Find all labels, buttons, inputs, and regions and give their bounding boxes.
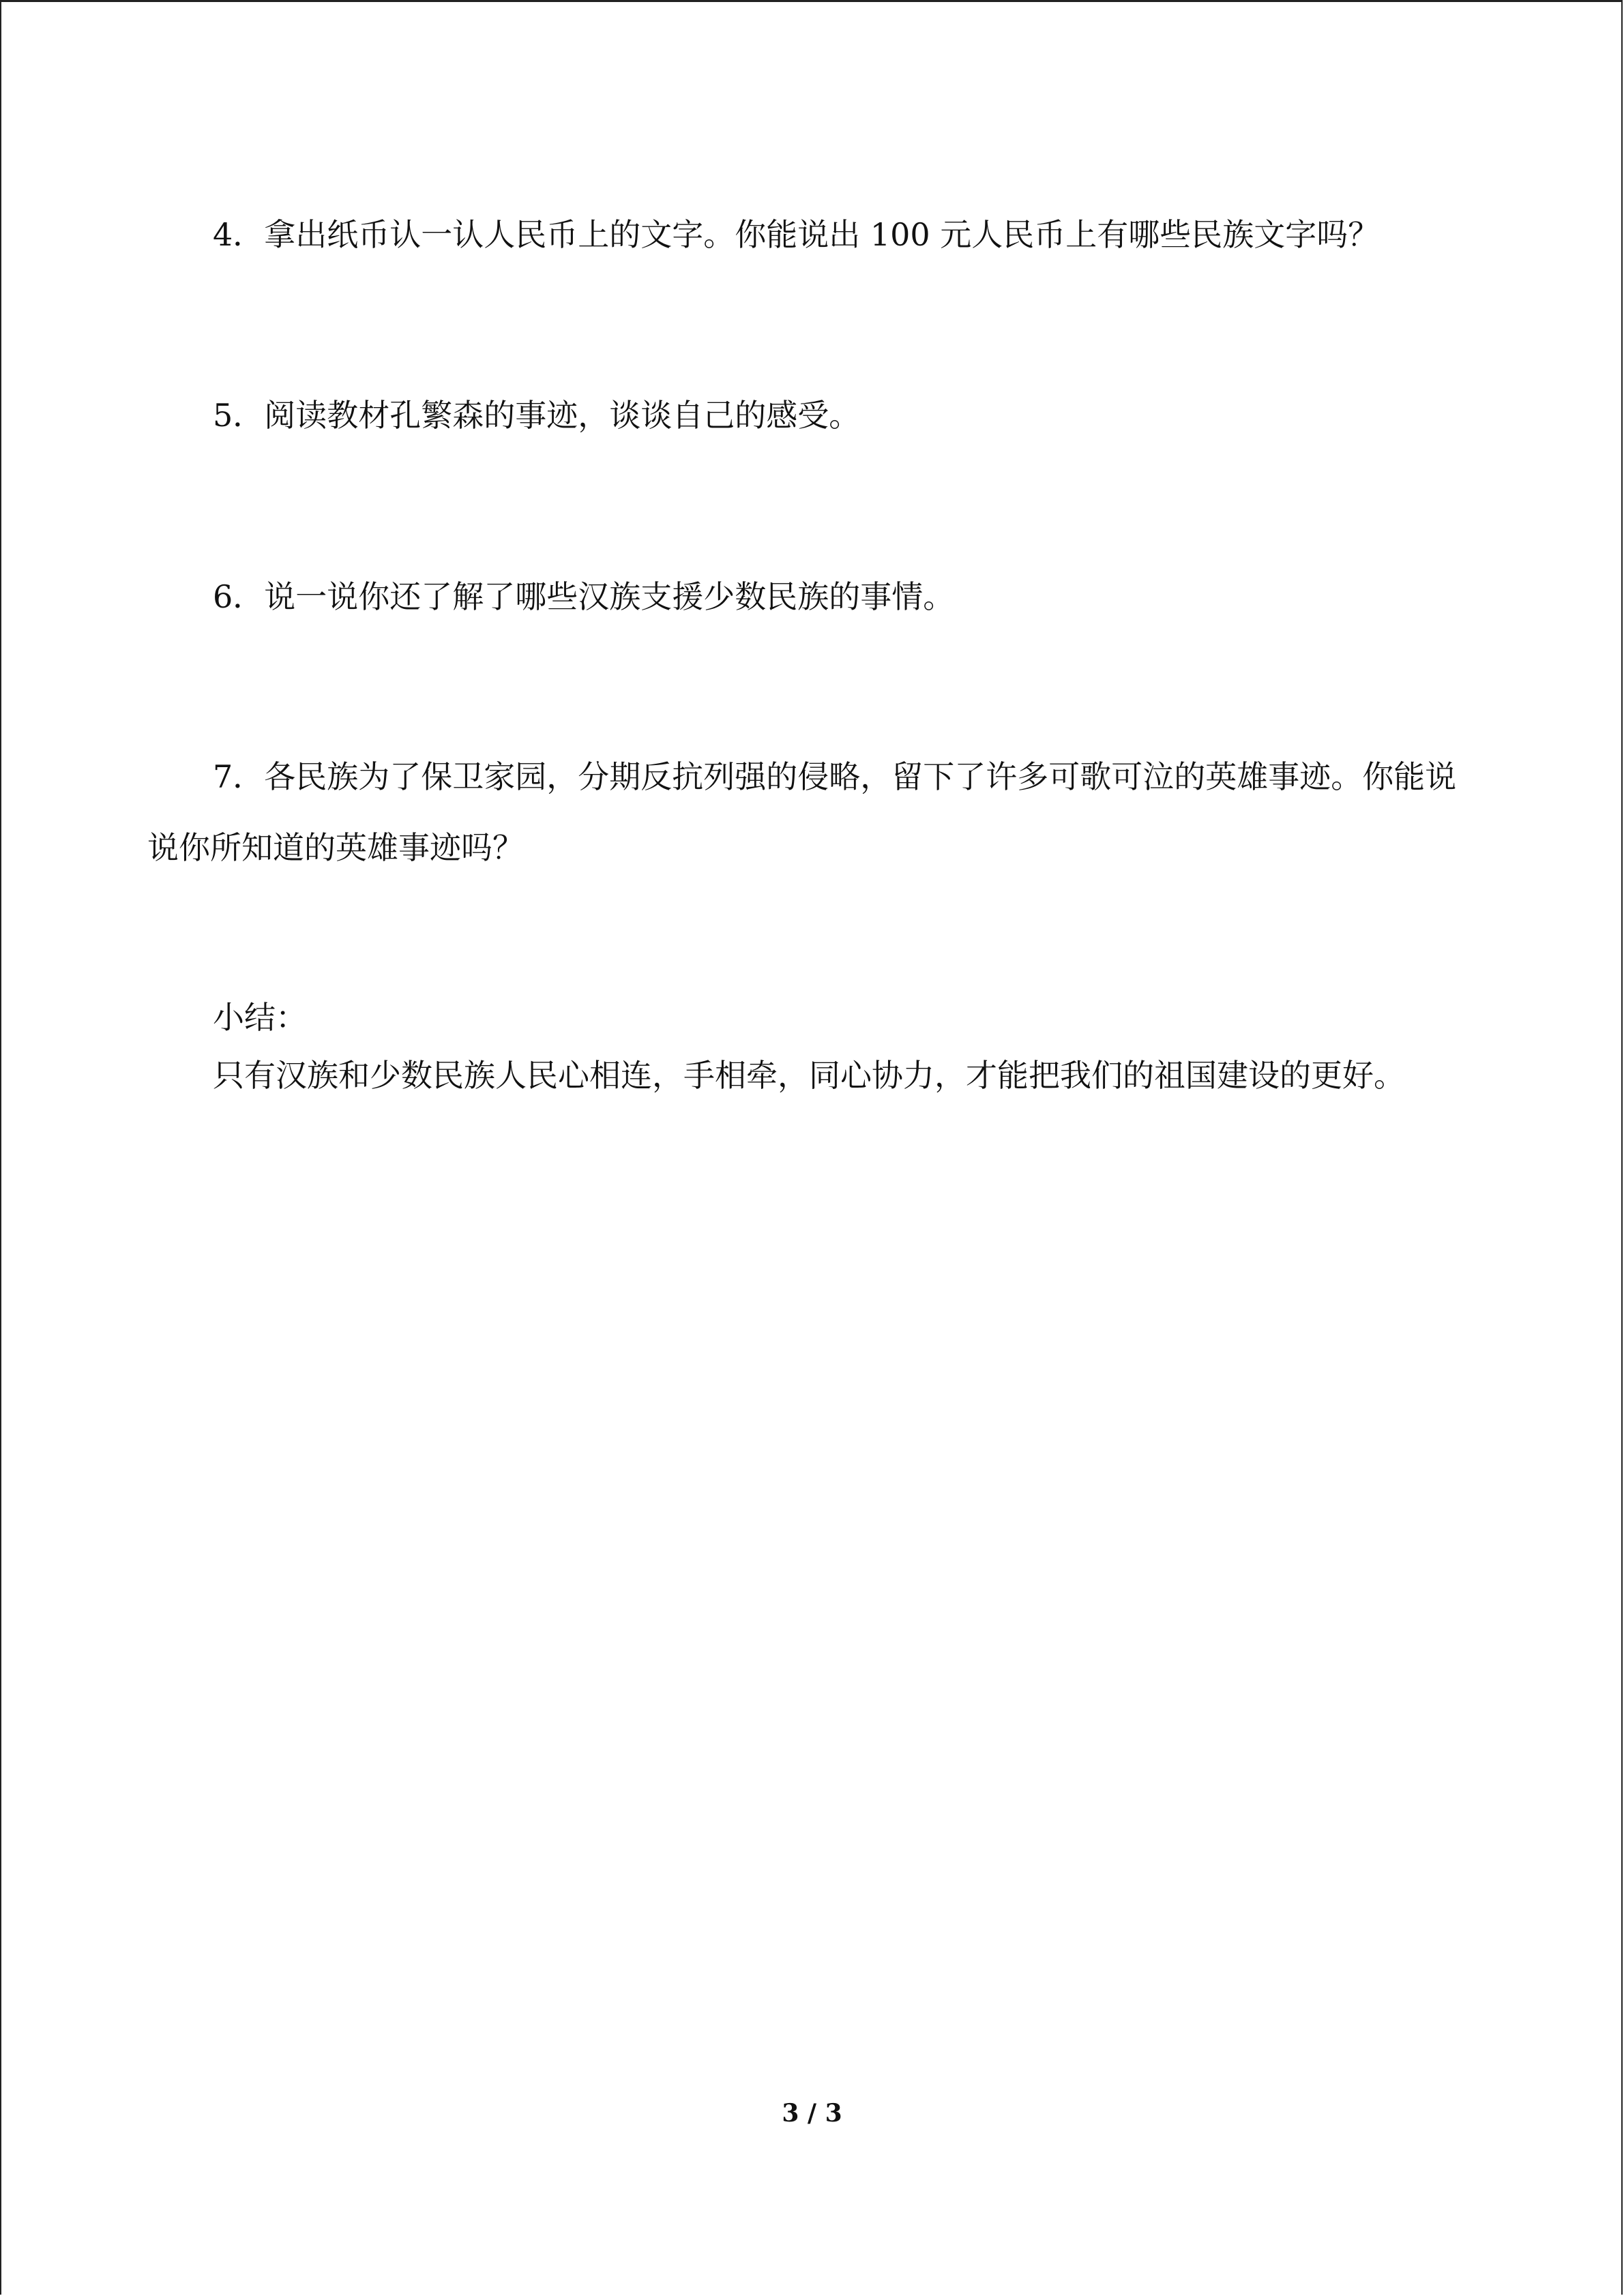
page-number: 3 / 3 xyxy=(782,2099,842,2128)
summary-title: 小结： xyxy=(213,999,307,1036)
question-5: 5．阅读教材孔繁森的事迹，谈谈自己的感受。 xyxy=(213,397,861,434)
summary-body: 只有汉族和少数民族人民心相连，手相牵，同心协力，才能把我们的祖国建设的更好。 xyxy=(213,1057,1405,1094)
question-4: 4．拿出纸币认一认人民币上的文字。你能说出 100 元人民币上有哪些民族文字吗？ xyxy=(213,216,1380,253)
question-7: 7．各民族为了保卫家园，分期反抗列强的侵略，留下了许多可歌可泣的英雄事迹。你能说说你所知道的英雄事迹吗？ xyxy=(147,758,1457,866)
question-6: 6．说一说你还了解了哪些汉族支援少数民族的事情。 xyxy=(213,578,955,615)
